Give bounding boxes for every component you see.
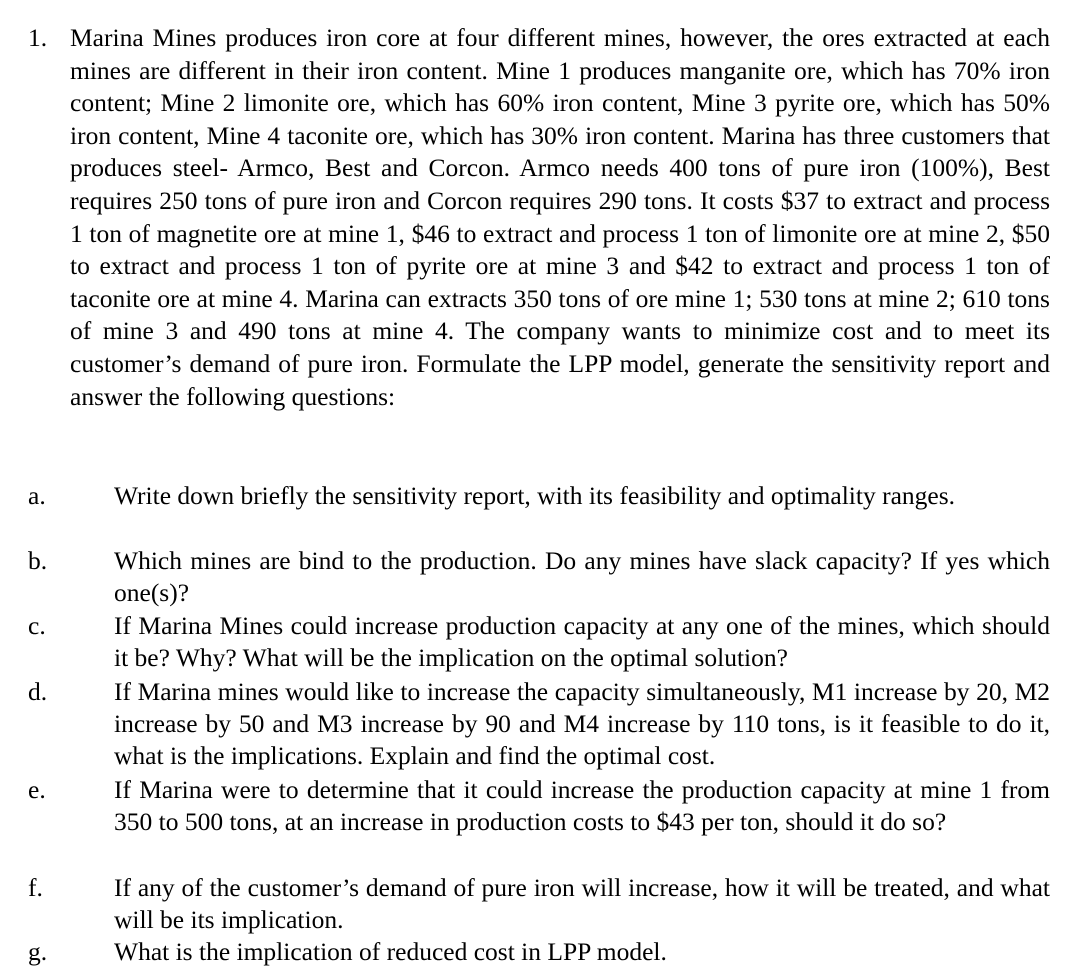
subquestion-text: Which mines are bind to the production. Do any mines have slack capacity? If yes which one(s)?: [114, 546, 1050, 607]
subquestion-letter: g.: [28, 937, 48, 966]
subquestion-text: Write down briefly the sensitivity report, with its feasibility and optimality ranges.: [114, 481, 956, 510]
subquestion-letter: f.: [28, 873, 43, 902]
subquestion-text: If Marina Mines could increase production capacity at any one of the mines, which should it be? Why? What will be the implication on the optimal solution?: [114, 611, 1050, 672]
subquestion-text: If any of the customer’s demand of pure iron will increase, how it will be treated, and what will be its implication.: [114, 873, 1050, 934]
subquestion-letter: a.: [28, 481, 46, 510]
subquestion-text: If Marina mines would like to increase the capacity simultaneously, M1 increase by 20, M2 increase by 50 and M3 increase by 90 and M4 increase by 110 tons, is it feasible to do it, what is the implications. Explain and find the optimal cost.: [114, 677, 1050, 770]
subquestion-letter: d.: [28, 677, 48, 706]
subquestion-letter: b.: [28, 546, 48, 575]
subquestion-text: What is the implication of reduced cost in LPP model.: [114, 937, 667, 966]
subquestion-letter: e.: [28, 775, 46, 804]
question-number: 1.: [28, 23, 48, 52]
question-text: Marina Mines produces iron core at four different mines, however, the ores extracted at each mines are different in their iron content. Mine 1 produces manganite ore, which has 70% iron content; Mine 2 limonite ore, which has 60% iron content, Mine 3 pyrite ore, which has 50% iron content, Mine 4 taconite ore, which has 30% iron content. Marina has three customers that produces steel- Armco, Best and Corcon. Armco needs 400 tons of pure iron (100%), Best requires 250 tons of pure iron and Corcon requires 290 tons. It costs $37 to extract and process 1 ton of magnetite ore at mine 1, $46 to extract and process 1 ton of limonite ore at mine 2, $50 to extract and process 1 ton of pyrite ore at mine 3 and $42 to extract and process 1 ton of taconite ore at mine 4. Marina can extracts 350 tons of ore mine 1; 530 tons at mine 2; 610 tons of mine 3 and 490 tons at mine 4. The company wants to minimize cost and to meet its customer’s demand of pure iron. Formulate the LPP model, generate the sensitivity report and answer the following questions:: [70, 23, 1050, 411]
subquestion-letter: c.: [28, 611, 46, 640]
subquestion-text: If Marina were to determine that it could increase the production capacity at mine 1 from 350 to 500 tons, at an increase in production costs to $43 per ton, should it do so?: [114, 775, 1050, 836]
